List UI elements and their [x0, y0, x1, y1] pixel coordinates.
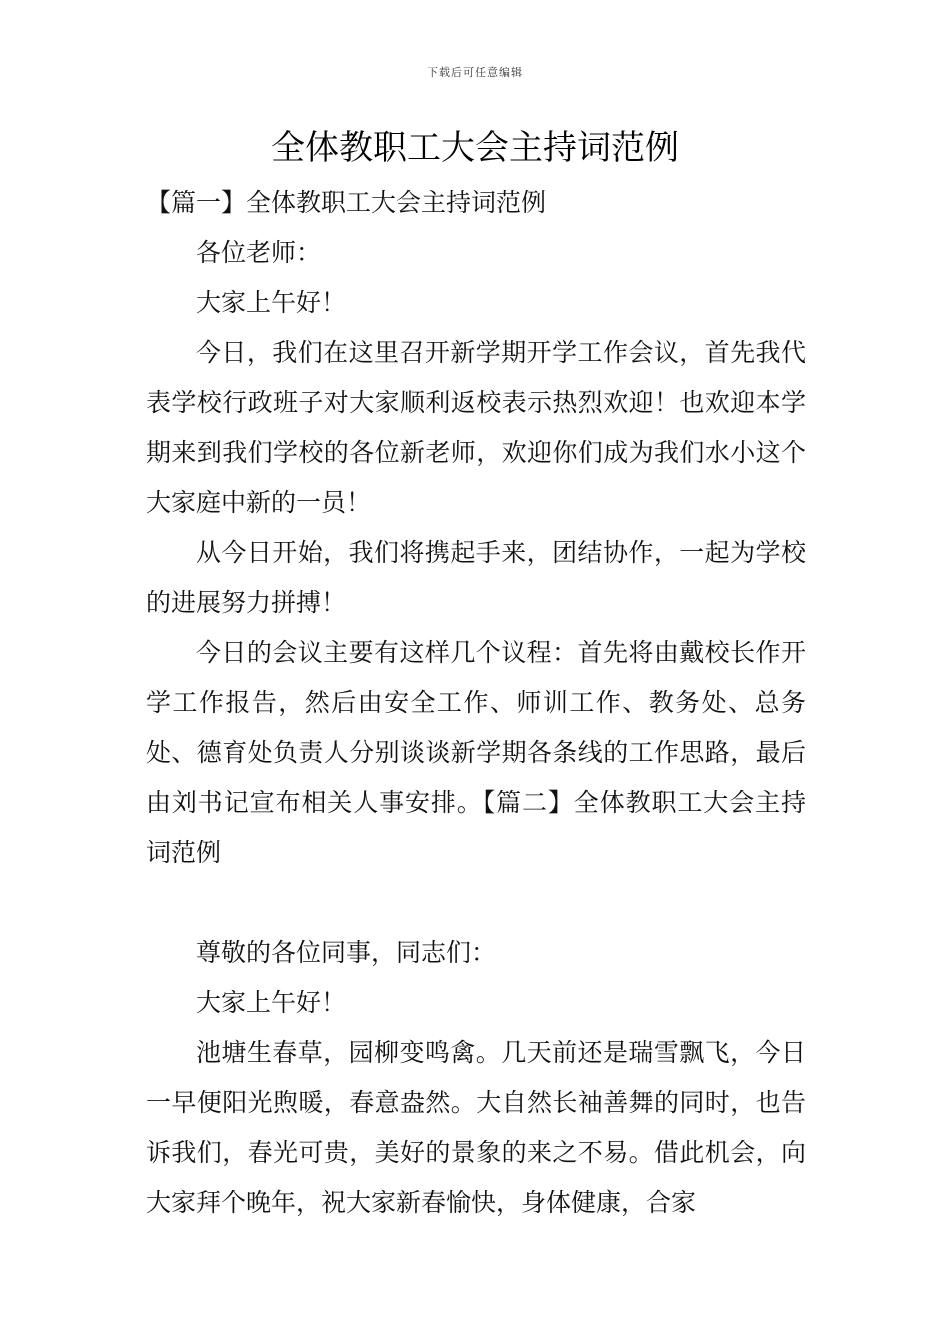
body-paragraph: 今日的会议主要有这样几个议程：首先将由戴校长作开学工作报告，然后由安全工作、师训工作、教务处、总务处、德育处负责人分别谈谈新学期各条线的工作思路，最后由刘书记宣布相关人事安排。【篇二】全体教职工大会主持词范例 — [146, 638, 806, 867]
header-note: 下载后可任意编辑 — [427, 66, 523, 79]
paragraph-spacer — [146, 878, 806, 928]
salutation: 各位老师： — [196, 238, 322, 267]
body-paragraph: 今日，我们在这里召开新学期开学工作会议，首先我代表学校行政班子对大家顺利返校表示热烈欢迎！也欢迎本学期来到我们学校的各位新老师，欢迎你们成为我们水小这个大家庭中新的一员！ — [146, 338, 806, 517]
body-paragraph: 池塘生春草，园柳变鸣禽。几天前还是瑞雪飘飞，今日一早便阳光煦暖，春意盎然。大自然长袖善舞的同时，也告诉我们，春光可贵，美好的景象的来之不易。借此机会，向大家拜个晚年，祝大家新春愉快，身体健康，合家 — [146, 1038, 806, 1217]
document-body — [146, 178, 806, 1228]
greeting: 大家上午好！ — [196, 988, 347, 1017]
greeting: 大家上午好！ — [196, 288, 347, 317]
salutation: 尊敬的各位同事，同志们： — [196, 938, 497, 967]
document-title: 全体教职工大会主持词范例 — [271, 128, 679, 168]
section-heading: 【篇一】全体教职工大会主持词范例 — [146, 188, 547, 217]
body-paragraph: 从今日开始，我们将携起手来，团结协作，一起为学校的进展努力拼搏！ — [146, 538, 806, 617]
